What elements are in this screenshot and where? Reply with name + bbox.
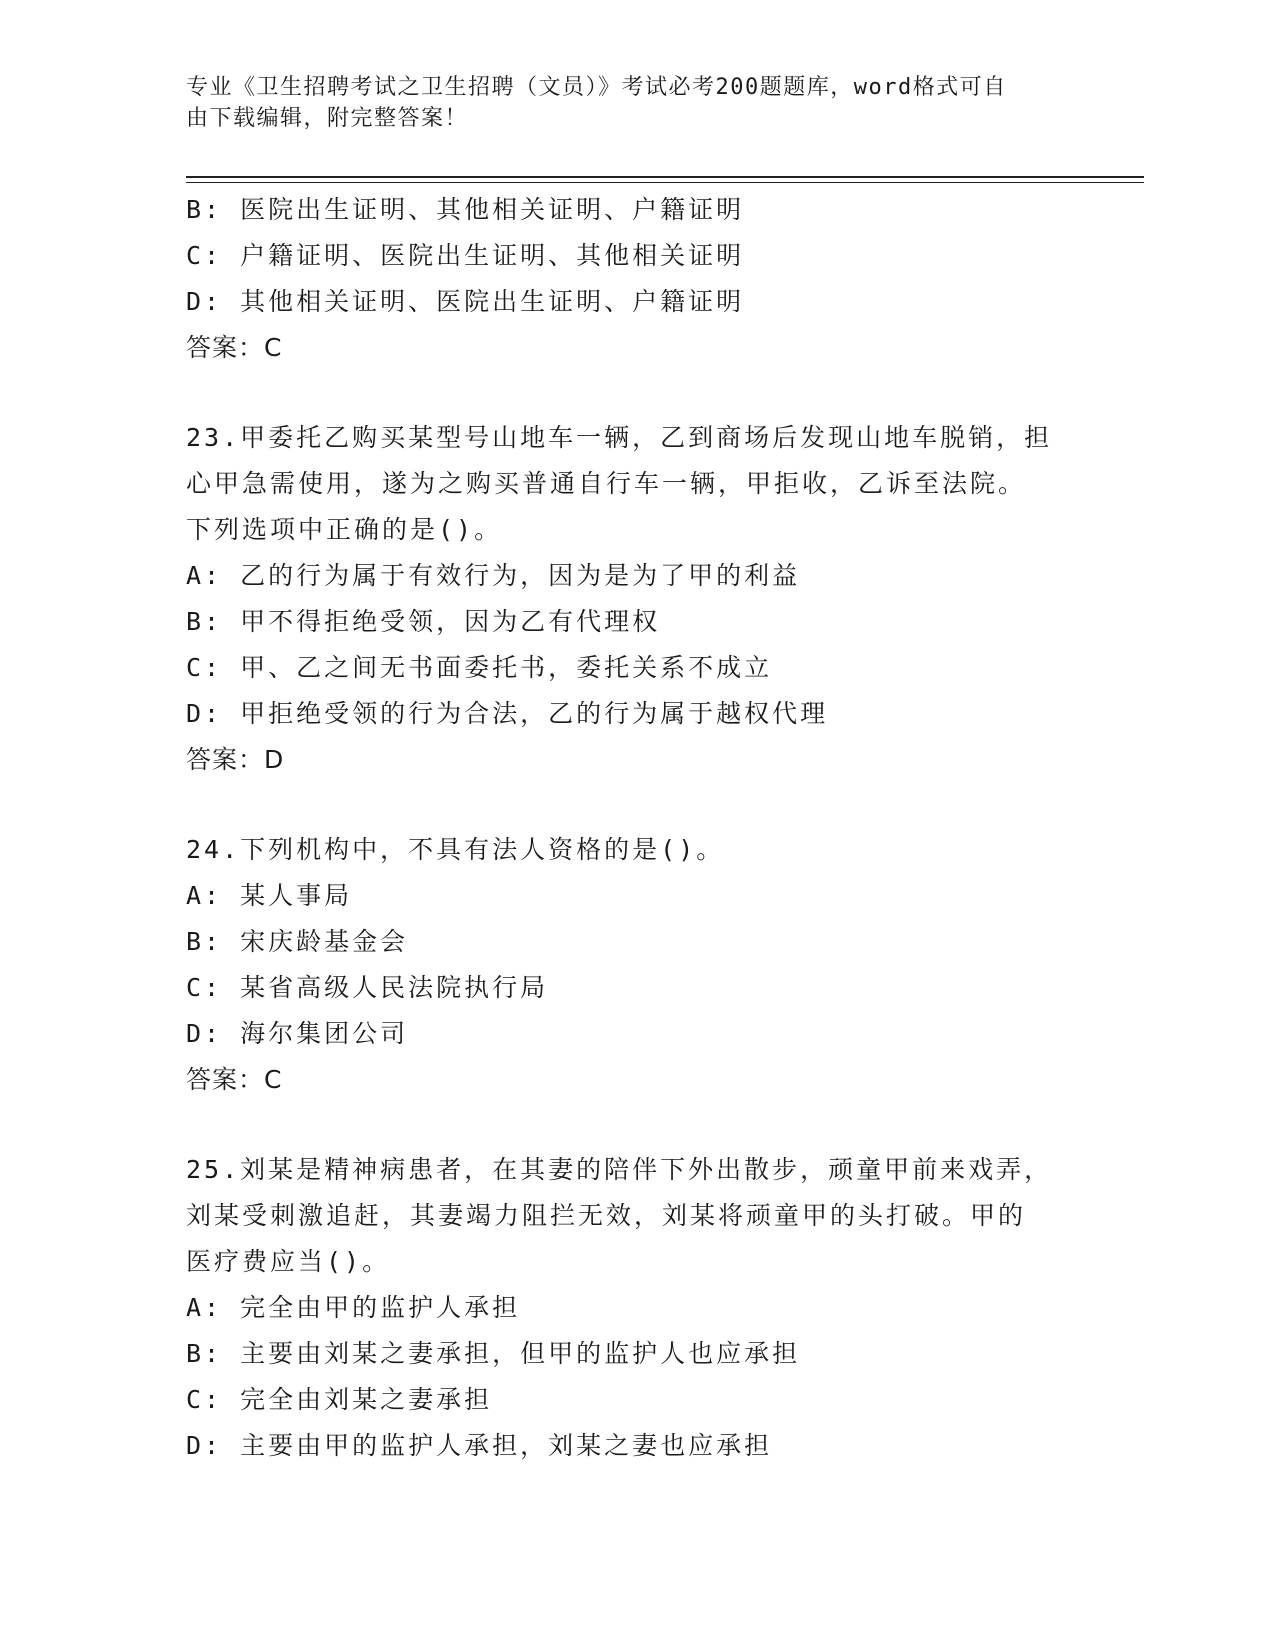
question-stem-line: 心甲急需使用，遂为之购买普通自行车一辆，甲拒收，乙诉至法院。 <box>186 469 1027 498</box>
option-line: D: 甲拒绝受领的行为合法，乙的行为属于越权代理 <box>186 699 829 728</box>
question-content <box>186 187 1086 1469</box>
option-line: B: 甲不得拒绝受领，因为乙有代理权 <box>186 607 661 636</box>
option-line: C: 户籍证明、医院出生证明、其他相关证明 <box>186 241 745 270</box>
option-line: A: 乙的行为属于有效行为，因为是为了甲的利益 <box>186 561 801 590</box>
option-line: C: 甲、乙之间无书面委托书，委托关系不成立 <box>186 653 773 682</box>
header-divider-thick <box>186 176 1144 178</box>
header-line-2: 由下载编辑，附完整答案！ <box>186 106 469 131</box>
question-stem-line: 24.下列机构中，不具有法人资格的是()。 <box>186 835 725 864</box>
option-line: B: 医院出生证明、其他相关证明、户籍证明 <box>186 195 745 224</box>
question-stem-line: 下列选项中正确的是()。 <box>186 515 503 544</box>
option-line: D: 其他相关证明、医院出生证明、户籍证明 <box>186 287 745 316</box>
option-line: A: 某人事局 <box>186 881 353 910</box>
option-line: B: 主要由刘某之妻承担，但甲的监护人也应承担 <box>186 1339 801 1368</box>
question-25-block <box>186 1147 1086 1469</box>
document-header <box>186 72 1066 134</box>
question-22-block <box>186 187 1086 371</box>
option-line: C: 完全由刘某之妻承担 <box>186 1385 493 1414</box>
question-stem-line: 25.刘某是精神病患者，在其妻的陪伴下外出散步，顽童甲前来戏弄， <box>186 1155 1053 1184</box>
option-line: C: 某省高级人民法院执行局 <box>186 973 549 1002</box>
header-divider-thin <box>186 182 1144 183</box>
question-stem-line: 23.甲委托乙购买某型号山地车一辆，乙到商场后发现山地车脱销，担 <box>186 423 1053 452</box>
answer-line: 答案：C <box>186 333 283 362</box>
option-line: A: 完全由甲的监护人承担 <box>186 1293 521 1322</box>
header-line-1: 专业《卫生招聘考试之卫生招聘（文员）》考试必考200题题库，word格式可自 <box>186 75 1007 100</box>
question-24-block <box>186 827 1086 1103</box>
option-line: D: 海尔集团公司 <box>186 1019 409 1048</box>
question-23-block <box>186 415 1086 783</box>
question-stem-line: 医疗费应当()。 <box>186 1247 391 1276</box>
option-line: D: 主要由甲的监护人承担，刘某之妻也应承担 <box>186 1431 773 1460</box>
question-stem-line: 刘某受刺激追赶，其妻竭力阻拦无效，刘某将顽童甲的头打破。甲的 <box>186 1201 1027 1230</box>
option-line: B: 宋庆龄基金会 <box>186 927 409 956</box>
answer-line: 答案：C <box>186 1065 283 1094</box>
answer-line: 答案：D <box>186 745 285 774</box>
